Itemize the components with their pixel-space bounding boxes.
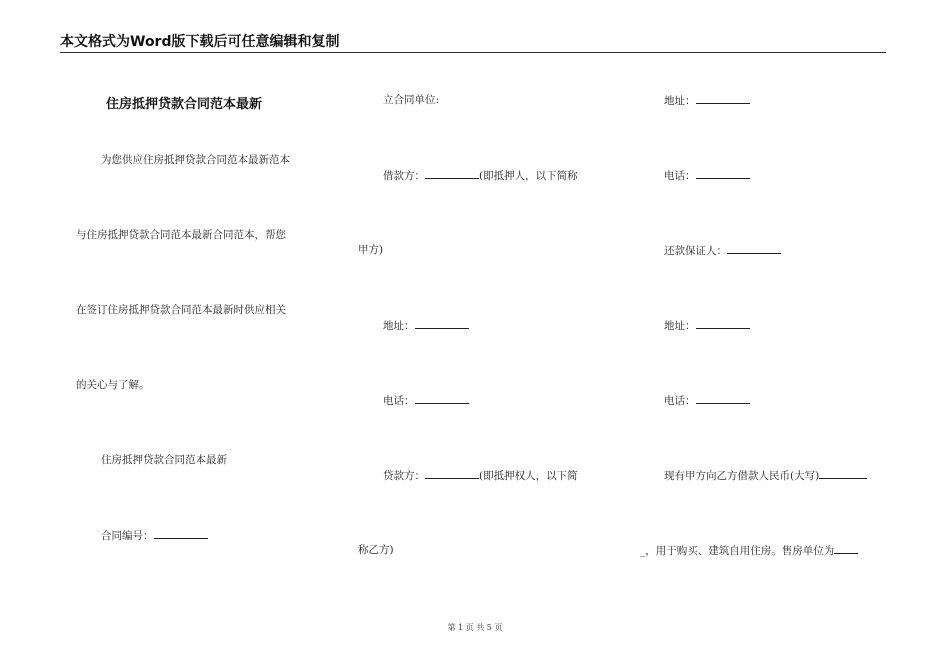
lender-label: 贷款方： <box>383 470 425 482</box>
header-title: 本文格式为Word版下载后可任意编辑和复制 <box>60 34 340 50</box>
loan-amount-text: 现有甲方向乙方借款人民币(大写) <box>664 470 820 482</box>
column-3 <box>640 0 890 672</box>
phone-label: 电话： <box>383 395 415 407</box>
phone-blank <box>415 393 469 404</box>
intro-line-1: 为您供应住房抵押贷款合同范本最新范本 <box>101 154 290 166</box>
seller-blank <box>834 543 858 554</box>
address-line-2 <box>664 93 750 108</box>
contract-number-text: 合同编号： <box>101 530 154 542</box>
phone-line <box>383 393 469 408</box>
phone-line-2 <box>664 168 750 183</box>
borrower-blank <box>425 168 479 179</box>
loan-amount-line <box>664 468 867 483</box>
lender-blank <box>425 468 479 479</box>
section-heading: 住房抵押贷款合同范本最新 <box>101 454 227 466</box>
lender-note-cont: 称乙方) <box>358 544 394 556</box>
guarantor-label: 还款保证人： <box>664 245 727 257</box>
purpose-text: _，用于购买、建筑自用住房。售房单位为 <box>640 545 835 557</box>
phone-label-2: 电话： <box>664 170 696 182</box>
address-line-3 <box>664 318 750 333</box>
column-2 <box>358 0 608 672</box>
intro-line-3: 在签订住房抵押贷款合同范本最新时供应相关 <box>76 304 286 316</box>
phone-blank-3 <box>696 393 750 404</box>
page-footer: 第 1 页 共 5 页 <box>447 623 503 632</box>
address-label: 地址： <box>383 320 415 332</box>
borrower-label: 借款方： <box>383 170 425 182</box>
borrower-line <box>383 168 578 183</box>
phone-blank-2 <box>696 168 750 179</box>
borrower-note: (即抵押人，以下简称 <box>479 170 578 182</box>
guarantor-line <box>664 243 781 258</box>
address-label-3: 地址： <box>664 320 696 332</box>
phone-label-3: 电话： <box>664 395 696 407</box>
guarantor-blank <box>727 243 781 254</box>
loan-amount-blank <box>819 468 867 479</box>
lender-note: (即抵押权人，以下简 <box>479 470 578 482</box>
address-blank-3 <box>696 318 750 329</box>
document-title: 住房抵押贷款合同范本最新 <box>106 97 263 112</box>
address-line <box>383 318 469 333</box>
contract-number-label <box>101 528 208 543</box>
column-1 <box>76 0 326 672</box>
contract-number-blank <box>154 528 208 539</box>
intro-line-4: 的关心与了解。 <box>76 379 150 391</box>
phone-line-3 <box>664 393 750 408</box>
intro-line-2: 与住房抵押贷款合同范本最新合同范本，帮您 <box>76 229 286 241</box>
lender-line <box>383 468 578 483</box>
address-blank <box>415 318 469 329</box>
address-label-2: 地址： <box>664 95 696 107</box>
borrower-note-cont: 甲方) <box>358 244 384 256</box>
address-blank-2 <box>696 93 750 104</box>
contract-party-label: 立合同单位: <box>383 94 440 106</box>
purpose-line <box>640 543 858 558</box>
